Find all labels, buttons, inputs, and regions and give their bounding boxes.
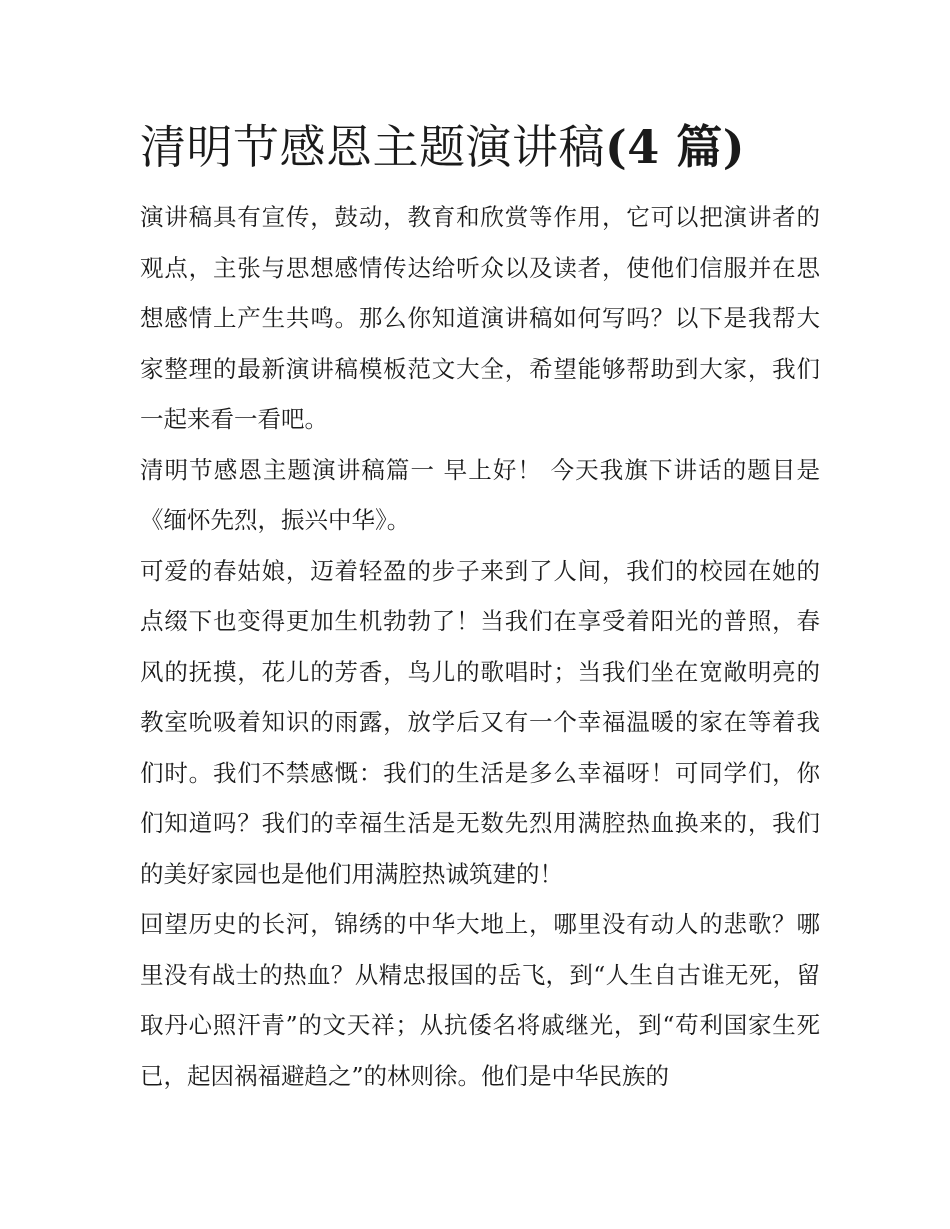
document-title-main: 清明节感恩主题演讲稿 [140,120,605,174]
paragraph-history: 回望历史的长河，锦绣的中华大地上，哪里没有动人的悲歌？哪里没有战士的热血？从精忠报国的岳飞，到“人生自古谁无死，留取丹心照汗青”的文天祥；从抗倭名将戚继光，到“苟利国家生死已，起因祸福避趋之”的林则徐。他们是中华民族的 [140,910,820,1090]
document-title [140,116,820,178]
document-title-suffix: (4 篇) [605,120,746,174]
paragraph-intro: 演讲稿具有宣传，鼓动，教育和欣赏等作用，它可以把演讲者的观点，主张与思想感情传达给听众以及读者，使他们信服并在思想感情上产生共鸣。那么你知道演讲稿如何写吗？以下是我帮大家整理的最新演讲稿模板范文大全，希望能够帮助到大家，我们一起来看一看吧。 [140,203,820,433]
document-body [140,116,820,1101]
paragraph-speech-one-opening: 清明节感恩主题演讲稿篇一 早上好！ 今天我旗下讲话的题目是《缅怀先烈，振兴中华》。 [140,455,820,534]
paragraph-spring: 可爱的春姑娘，迈着轻盈的步子来到了人间，我们的校园在她的点缀下也变得更加生机勃勃了！当我们在享受着阳光的普照，春风的抚摸，花儿的芳香，鸟儿的歌唱时；当我们坐在宽敞明亮的教室吮吸着知识的雨露，放学后又有一个幸福温暖的家在等着我们时。我们不禁感慨：我们的生活是多么幸福呀！可同学们，你们知道吗？我们的幸福生活是无数先烈用满腔热血换来的，我们的美好家园也是他们用满腔热诚筑建的！ [140,556,820,888]
